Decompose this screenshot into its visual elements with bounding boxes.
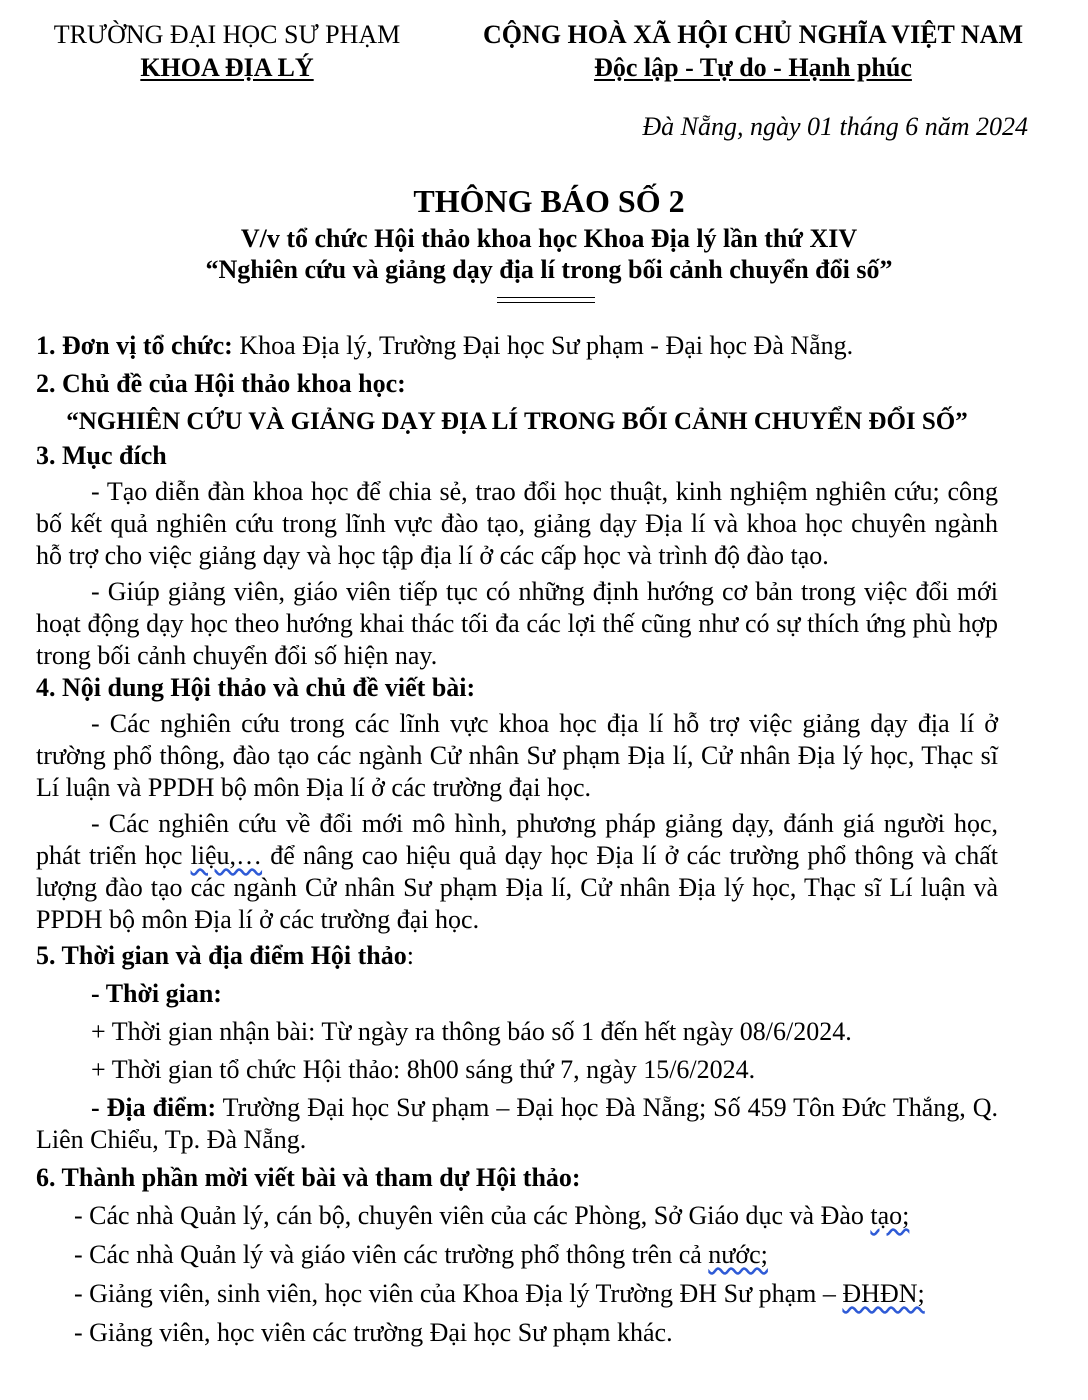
paragraph: - Tạo diễn đàn khoa học để chia sẻ, trao đổi học thuật, kinh nghiệm nghiên cứu; công bố kết quả nghiên cứu trong lĩnh vực đào tạo, giảng dạy Địa lí và khoa học chuyên ngành hỗ trợ cho việc giảng dạy và học tập địa lí ở các cấp học và trình độ đào tạo. <box>36 477 998 570</box>
heading-colon: : <box>406 941 415 970</box>
section-heading: 4. Nội dung Hội thảo và chủ đề viết bài: <box>36 673 476 702</box>
notice-title: THÔNG BÁO SỐ 2 <box>413 183 685 219</box>
spellcheck-flagged-text: nước; <box>708 1240 768 1269</box>
institution-header <box>22 18 432 84</box>
section-text: Khoa Địa lý, Trường Đại học Sư phạm - Đại học Đà Nẵng. <box>232 331 854 360</box>
section-heading: 5. Thời gian và địa điểm Hội thảo <box>36 941 407 970</box>
paragraph: - Các nghiên cứu trong các lĩnh vực khoa học địa lí hỗ trợ việc giảng dạy địa lí ở trường phổ thông, đào tạo các ngành Cử nhân Sư phạm Địa lí, Cử nhân Địa lý học, Thạc sĩ Lí luận và PPDH bộ môn Địa lí ở các trường đại học. <box>36 709 998 802</box>
paragraph-text: - Các nghiên cứu về đổi mới mô hình, phương pháp giảng dạy, đánh giá người học, phát triển học <box>36 809 998 870</box>
notice-theme-quote: “Nghiên cứu và giảng dạy địa lí trong bối cảnh chuyển đổi số” <box>205 255 893 284</box>
spellcheck-flagged-text: tạo; <box>870 1201 910 1230</box>
national-motto: Độc lập - Tự do - Hạnh phúc <box>594 53 912 82</box>
national-title: CỘNG HOÀ XÃ HỘI CHỦ NGHĨA VIỆT NAM <box>482 20 1024 49</box>
paragraph <box>36 808 998 936</box>
section-heading: 1. Đơn vị tổ chức: <box>36 331 233 360</box>
list-item-text: - Các nhà Quản lý và giáo viên các trường phổ thông trên cả <box>74 1240 709 1269</box>
paragraph-text: để nâng cao hiệu quả dạy học Địa lí ở các trường phổ thông và chất lượng đào tạo các ngành Cử nhân Sư phạm Địa lí, Cử nhân Địa lý học, Thạc sĩ Lí luận và PPDH bộ môn Địa lí ở các trường đại học. <box>36 841 998 934</box>
notice-subject: V/v tổ chức Hội thảo khoa học Khoa Địa lý lần thứ XIV <box>240 224 858 253</box>
list-item <box>36 1317 998 1349</box>
section-heading: 2. Chủ đề của Hội thảo khoa học: <box>36 369 406 398</box>
list-item-text: - Các nhà Quản lý, cán bộ, chuyên viên của các Phòng, Sở Giáo dục và Đào <box>74 1201 871 1230</box>
section-organizer <box>36 330 998 362</box>
title-divider-top <box>497 297 595 298</box>
spellcheck-flagged-text: ĐHĐN; <box>842 1279 925 1308</box>
submission-deadline: + Thời gian nhận bài: Từ ngày ra thông báo số 1 đến hết ngày 08/6/2024. <box>91 1017 852 1046</box>
list-item-text: - Giảng viên, học viên các trường Đại học Sư phạm khác. <box>74 1318 673 1347</box>
section-schedule <box>36 940 998 972</box>
notice-body <box>36 330 998 1349</box>
university-name: TRƯỜNG ĐẠI HỌC SƯ PHẠM <box>53 20 401 49</box>
conference-time: + Thời gian tổ chức Hội thảo: 8h00 sáng thứ 7, ngày 15/6/2024. <box>91 1055 756 1084</box>
national-header <box>438 18 1068 84</box>
list-item <box>36 1200 998 1232</box>
section-heading: 3. Mục đích <box>36 441 167 470</box>
conference-theme: “NGHIÊN CỨU VÀ GIẢNG DẠY ĐỊA LÍ TRONG BỐI CẢNH CHUYỂN ĐỔI SỐ” <box>66 408 968 435</box>
time-label: - Thời gian: <box>91 979 222 1008</box>
title-divider-bottom <box>497 302 595 303</box>
venue-label: - Địa điểm: <box>91 1093 217 1122</box>
list-item <box>36 1278 998 1310</box>
venue-text: Trường Đại học Sư phạm – Đại học Đà Nẵng; Số 459 Tôn Đức Thắng, Q. Liên Chiểu, Tp. Đà Nẵng. <box>36 1093 998 1154</box>
section-heading: 6. Thành phần mời viết bài và tham dự Hội thảo: <box>36 1163 581 1192</box>
faculty-name: KHOA ĐỊA LÝ <box>140 53 314 82</box>
list-item <box>36 1239 998 1271</box>
dateline: Đà Nẵng, ngày 01 tháng 6 năm 2024 <box>642 112 1028 141</box>
venue <box>36 1092 998 1156</box>
list-item-text: - Giảng viên, sinh viên, học viên của Khoa Địa lý Trường ĐH Sư phạm – <box>74 1279 843 1308</box>
spellcheck-flagged-text: liệu,… <box>190 841 263 870</box>
paragraph: - Giúp giảng viên, giáo viên tiếp tục có những định hướng cơ bản trong việc đổi mới hoạt động dạy học theo hướng khai thác tối đa các lợi thế cũng như có sự thích ứng phù hợp trong bối cảnh chuyển đổi số hiện nay. <box>36 577 998 670</box>
